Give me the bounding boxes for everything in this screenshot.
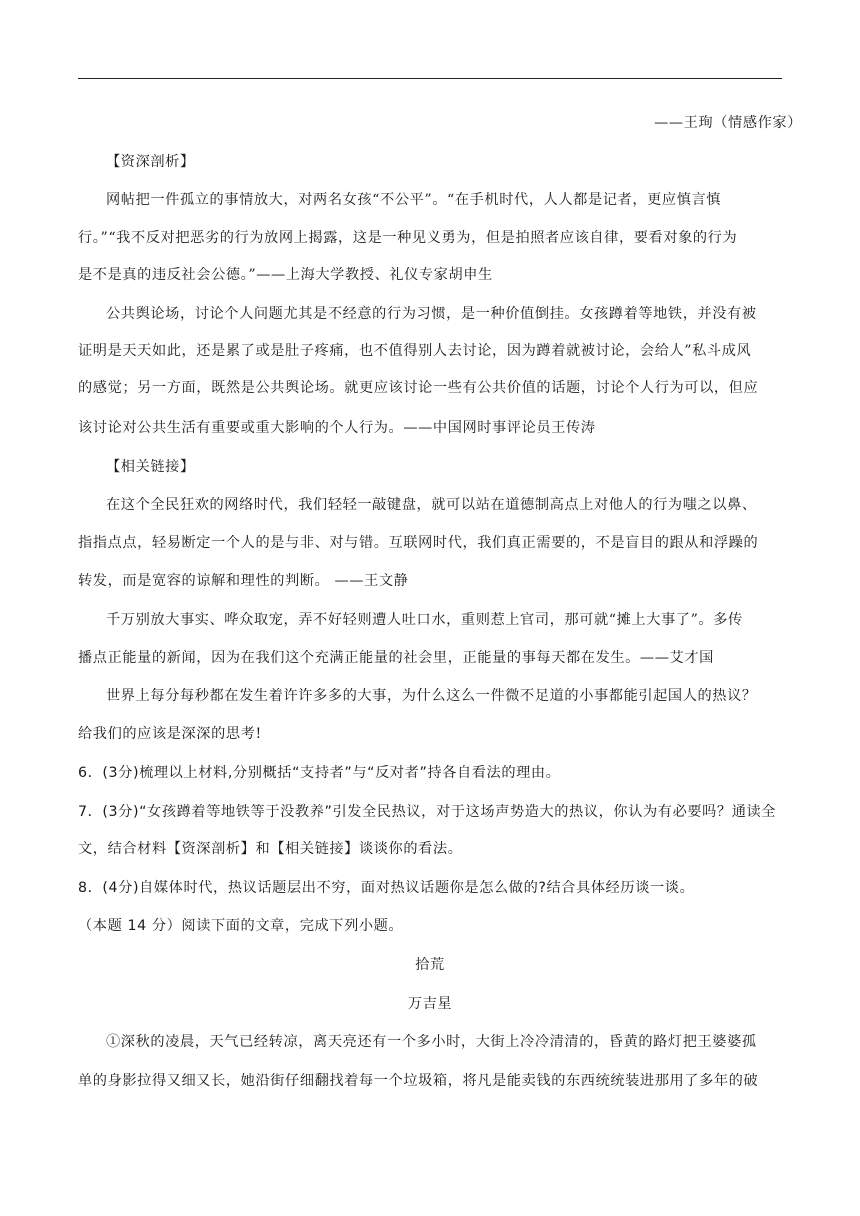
para4-line-2: 播点正能量的新闻，因为在我们这个充满正能量的社会里，正能量的事每天都在发生。——艾才国 — [78, 650, 714, 666]
para1-line-2: 行。”“我不反对把恶劣的行为放网上揭露，这是一种见义勇为，但是拍照者应该自律，要看对象的行为 — [78, 230, 738, 246]
para3-line-2: 指指点点，轻易断定一个人的是与非、对与错。互联网时代，我们真正需要的，不是盲目的跟从和浮躁的 — [78, 535, 759, 551]
article-author: 万吉星 — [407, 996, 453, 1012]
para2-line-2: 证明是天天如此，还是累了或是肚子疼痛，也不值得别人去讨论，因为蹲着就被讨论，会给人”私斗成风 — [78, 343, 752, 359]
article-para1-line-1: ①深秋的凌晨，天气已经转凉，离天亮还有一个多小时，大街上冷冷清清的，昏黄的路灯把王婆婆孤 — [106, 1034, 757, 1050]
para2-line-4: 该讨论对公共生活有重要或重大影响的个人行为。——中国网时事评论员王传涛 — [78, 420, 596, 436]
reading-intro: （本题 14 分）阅读下面的文章，完成下列小题。 — [78, 918, 404, 934]
section-heading-links: 【相关链接】 — [106, 459, 195, 475]
para1-line-3: 是不是真的违反社会公德。”——上海大学教授、礼仪专家胡申生 — [78, 267, 493, 283]
section-heading-expert: 【资深剖析】 — [106, 154, 195, 170]
para3-line-1: 在这个全民狂欢的网络时代，我们轻轻一敲键盘，就可以站在道德制高点上对他人的行为嗤之以鼻、 — [106, 497, 757, 513]
article-para1-line-2: 单的身影拉得又细又长，她沿街仔细翻找着每一个垃圾箱，将凡是能卖钱的东西统统装进那用了多年的破 — [78, 1073, 759, 1089]
para5-line-2: 给我们的应该是深深的思考! — [78, 726, 262, 742]
para2-line-1: 公共舆论场，讨论个人问题尤其是不经意的行为习惯，是一种价值倒挂。女孩蹲着等地铁，并没有被 — [106, 306, 757, 322]
para4-line-1: 千万别放大事实、哗众取宠，弄不好轻则遭人吐口水，重则惹上官司，那可就“摊上大事了”。多传 — [106, 612, 743, 628]
header-rule — [78, 78, 782, 79]
para1-line-1: 网帖把一件孤立的事情放大，对两名女孩“不公平”。“在手机时代，人人都是记者，更应慎言慎 — [106, 192, 722, 208]
para3-line-3: 转发，而是宽容的谅解和理性的判断。 ——王文静 — [78, 573, 409, 589]
question-6: 6．(3分)梳理以上材料,分别概括“支持者”与“反对者”持各自看法的理由。 — [78, 765, 561, 781]
question-8: 8．(4分)自媒体时代，热议话题层出不穷，面对热议话题你是怎么做的?结合具体经历谈一谈。 — [78, 880, 695, 896]
attribution-top: ——王珣（情感作家） — [654, 115, 802, 131]
question-7-line-2: 文，结合材料【资深剖析】和【相关链接】谈谈你的看法。 — [78, 841, 463, 857]
article-title: 拾荒 — [415, 957, 445, 973]
para5-line-1: 世界上每分每秒都在发生着许许多多的大事，为什么这么一件微不足道的小事都能引起国人的热议？ — [106, 688, 757, 704]
para2-line-3: 的感觉；另一方面，既然是公共舆论场。就更应该讨论一些有公共价值的话题，讨论个人行为可以，但应 — [78, 380, 759, 396]
question-7-line-1: 7．(3分)“女孩蹲着等地铁等于没教养”引发全民热议，对于这场声势造大的热议，你认为有必要吗？通读全 — [78, 804, 777, 820]
